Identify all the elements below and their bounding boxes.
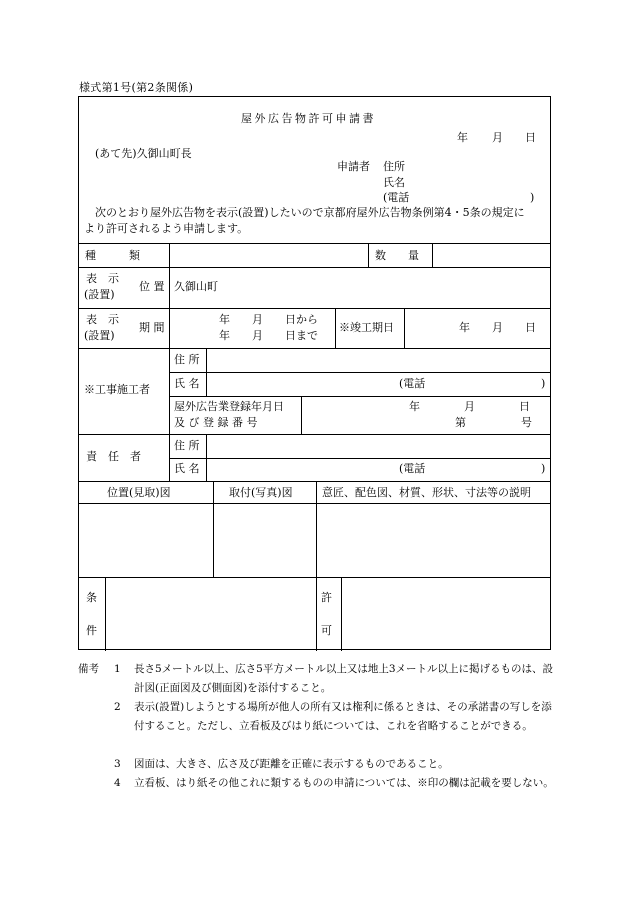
- note-item: [114, 660, 559, 698]
- condition-label-top: 条: [86, 591, 97, 604]
- note-number: 4: [114, 777, 121, 789]
- addressee: (あて先)久御山町長: [95, 147, 192, 160]
- location-label-top: 表 示: [86, 272, 119, 285]
- form-number: 様式第1号(第2条関係): [79, 81, 194, 94]
- notes-heading: 備考: [78, 663, 99, 675]
- note-item: [114, 774, 559, 793]
- intro-line-1: 次のとおり屋外広告物を表示(設置)したいので京都府屋外広告物条例第4・5条の規定に: [95, 206, 525, 219]
- note-text: 図面は、大きさ、広さ及び距離を正確に表示するものであること。: [134, 758, 449, 770]
- note-text: 立看板、はり紙その他これに類するものの申請については、※印の欄は記載を要しない。: [134, 777, 554, 789]
- registration-label-1: 屋外広告業登録年月日: [174, 400, 284, 413]
- note-item: [114, 755, 559, 774]
- registration-label-2: 及 び 登 録 番 号: [174, 416, 258, 429]
- registration-number: 第 号: [455, 416, 532, 429]
- period-from: 年 月 日から: [219, 313, 318, 326]
- note-text: 長さ5メートル以上、広さ5平方メートル以上又は地上3メートル以上に掲げるものは、設計図(正面図及び側面図)を添付すること。: [134, 663, 554, 694]
- responsible-name-label: 氏 名: [174, 462, 200, 475]
- condition-label-bottom: 件: [86, 624, 97, 637]
- quantity-label: 数 量: [375, 249, 419, 262]
- date-month: 月: [492, 131, 503, 144]
- note-number: 2: [114, 701, 121, 713]
- contractor-phone-open: (電話: [399, 377, 426, 390]
- note-text: 表示(設置)しようとする場所が他人の所有又は権利に係るときは、その承諾書の写しを添付すること。ただし、立看板及びはり紙については、これを省略することができる。: [134, 701, 552, 732]
- note-item: [114, 698, 559, 736]
- location-label-bottom: (設置): [84, 288, 115, 301]
- contractor-name-label: 氏 名: [174, 377, 200, 390]
- applicant-label: 申請者: [337, 160, 370, 173]
- note-number: 3: [114, 758, 121, 770]
- period-label-bottom: (設置): [84, 329, 115, 342]
- note-number: 1: [114, 663, 121, 675]
- registration-date: 年 月 日: [409, 400, 530, 413]
- responsible-label: 責 任 者: [86, 450, 141, 463]
- completion-label: ※竣工期日: [339, 321, 394, 334]
- date-day: 日: [525, 131, 536, 144]
- figure-location-header: 位置(見取)図: [107, 486, 171, 499]
- contractor-label: ※工事施工者: [84, 383, 150, 396]
- location-value: 久御山町: [174, 280, 218, 293]
- permit-label-top: 許: [321, 591, 332, 604]
- period-to: 年 月 日まで: [219, 329, 318, 342]
- kind-label: 種 類: [85, 249, 140, 262]
- intro-line-2: より許可されるよう申請します。: [84, 222, 249, 235]
- applicant-phone-close: ): [530, 191, 535, 204]
- responsible-phone-open: (電話: [399, 462, 426, 475]
- period-label-top: 表 示: [86, 313, 119, 326]
- location-label-side: 位 置: [139, 280, 165, 293]
- applicant-name-label: 氏名: [383, 176, 405, 189]
- completion-date: 年 月 日: [459, 321, 536, 334]
- period-label-side: 期 間: [139, 321, 165, 334]
- contractor-address-label: 住 所: [174, 353, 200, 366]
- contractor-phone-close: ): [541, 377, 546, 390]
- responsible-phone-close: ): [541, 462, 546, 475]
- application-form: [78, 96, 551, 650]
- applicant-address-label: 住所: [383, 160, 405, 173]
- permit-label-bottom: 可: [321, 624, 332, 637]
- form-title: 屋外広告物許可申請書: [241, 112, 376, 125]
- figure-photo-header: 取付(写真)図: [229, 486, 293, 499]
- figure-design-header: 意匠、配色図、材質、形状、寸法等の説明: [322, 486, 531, 499]
- responsible-address-label: 住 所: [174, 439, 200, 452]
- applicant-phone-open: (電話: [383, 191, 410, 204]
- date-year: 年: [457, 131, 468, 144]
